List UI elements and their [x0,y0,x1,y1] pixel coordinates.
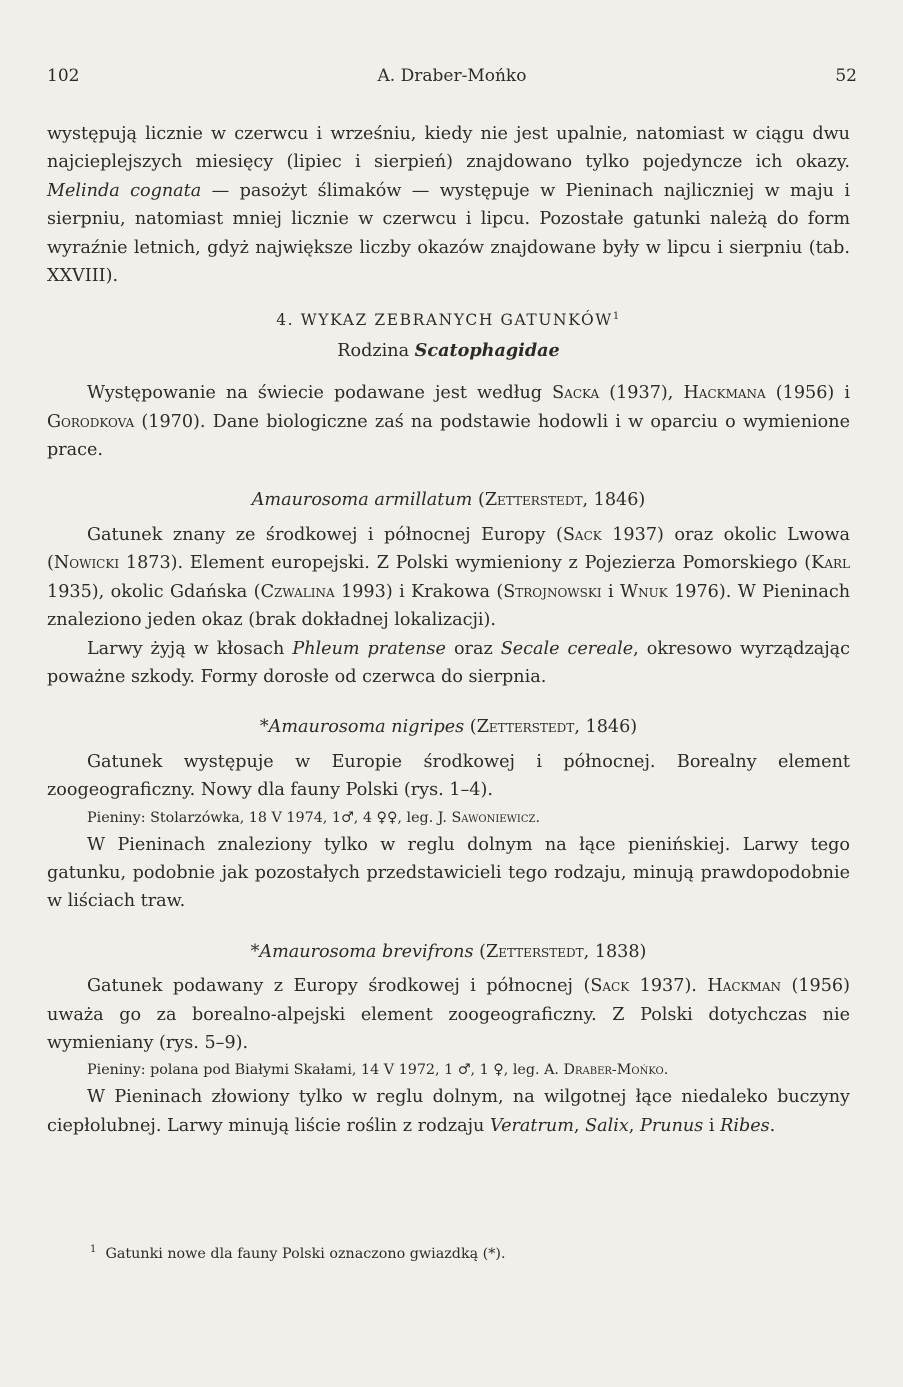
species-paragraph: W Pieninach znaleziony tylko w reglu dolnym na łące pienińskiej. Larwy tego gatunku, podobnie jak pozostałych przedstawicieli tego rodzaju, minują prawdopodobnie w liściach traw. [47,834,850,912]
footnote: $^1$ Gatunki nowe dla fauny Polski oznaczono gwiazdką (*). [90,1244,506,1262]
footnote-ref: 1 [612,311,621,323]
species-paragraph: Gatunek podawany z Europy środkowej i północnej (Sack 1937). Hackman (1956) uważa go za borealno-alpejski element zoogeograficzny. Z Polski dotychczas nie wymieniany (rys. 5–9). [47,976,850,1053]
paragraph-continuation: występują licznie w czerwcu i wrześniu, kiedy nie jest upalnie, natomiast w ciągu dwu najcieplejszych miesięcy (lipiec i sierpień) znajdowano tylko pojedyncze ich okazy. Melinda cognata — pasożyt ślimaków — występuje w Pieninach najliczniej w maju i sierpniu, natomiast mniej licznie w czerwcu i lipcu. Pozostałe gatunki należą do form wyraźnie letnich, gdyż największe liczby okazów znajdowane były w lipcu i sierpniu (tab. XXVIII). [47,124,851,287]
species-heading: *Amaurosoma nigripes (Zetterstedt, 1846) [259,717,638,738]
main-text [47,120,850,1140]
record-line: Pieniny: Stolarzówka, 18 V 1974, 1♂, 4 ♀♀, leg. J. Sawoniewicz. [87,809,540,826]
species-paragraph: Gatunek znany ze środkowej i północnej Europy (Sack 1937) oraz okolic Lwowa (Nowicki 1873). Element europejski. Z Polski wymieniony z Pojezierza Pomorskiego (Karl 1935), okolic Gdańska (Czwalina 1993) i Krakowa (Strojnowski i Wnuk 1976). W Pieninach znaleziono jeden okaz (brak dokładnej lokalizacji). [47,524,851,631]
species-paragraph: Larwy żyją w kłosach Phleum pratense oraz Secale cereale, okresowo wyrządzając poważne szkody. Formy dorosłe od czerwca do sierpnia. [47,638,851,687]
record-line: Pieniny: polana pod Białymi Skałami, 14 V 1972, 1 ♂, 1 ♀, leg. A. Draber-Mońko. [87,1062,669,1079]
page-number: 102 [47,66,80,86]
species-paragraph: Gatunek występuje w Europie środkowej i północnej. Borealny element zoogeograficzny. Nowy dla fauny Polski (rys. 1–4). [47,751,850,801]
issue-number: 52 [835,66,857,86]
running-author: A. Draber-Mońko [377,66,527,86]
species-heading: *Amaurosoma brevifrons (Zetterstedt, 1838) [250,941,647,962]
species-heading: Amaurosoma armillatum (Zetterstedt, 1846) [251,490,646,511]
species-paragraph: W Pieninach złowiony tylko w reglu dolnym, na wilgotnej łące niedaleko buczyny ciepłolubnej. Larwy minują liście roślin z rodzaju Veratrum, Salix, Prunus i Ribes. [47,1087,850,1136]
footnote-mark: 1 [90,1244,97,1256]
section-title: 4. WYKAZ ZEBRANYCH GATUNKÓW$^1$ [276,311,621,330]
family-heading: Rodzina Scatophagidae [337,339,560,361]
species-name: Melinda cognata [47,180,202,201]
intro-paragraph: Występowanie na świecie podawane jest według Sacka (1937), Hackmana (1956) i Gorodkova (1970). Dane biologiczne zaś na podstawie hodowli i w oparciu o wymienione prace. [47,383,851,461]
running-header [47,66,857,92]
